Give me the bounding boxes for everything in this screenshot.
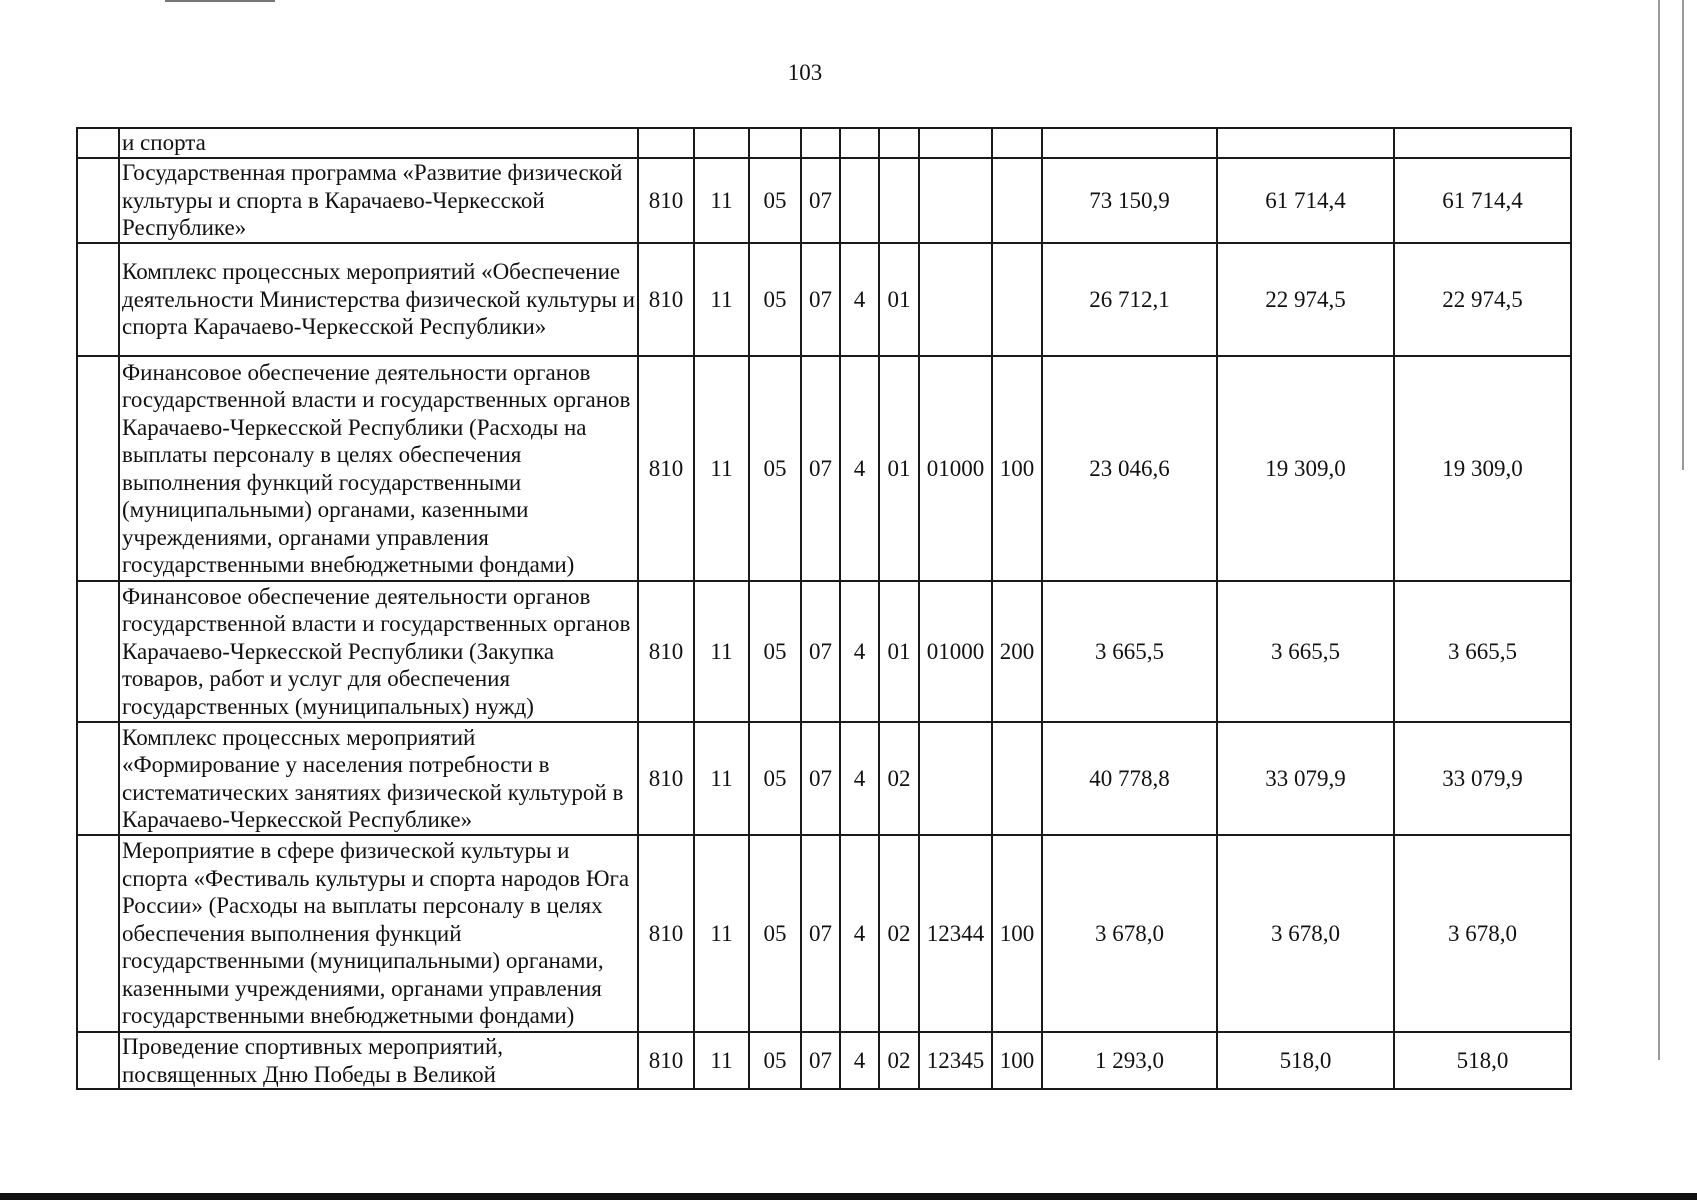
sum-year-3: 61 714,4 (1394, 158, 1571, 243)
ministry-code: 810 (638, 1032, 694, 1089)
ministry-code: 810 (638, 356, 694, 581)
program-code: 07 (801, 581, 840, 722)
scan-bottom-border (0, 1193, 1697, 1200)
sum-year-1: 26 712,1 (1042, 243, 1217, 356)
type-code (840, 128, 879, 158)
row-number-cell (77, 356, 119, 581)
row-name: Государственная программа «Развитие физической культуры и спорта в Карачаево-Черкесской Республике» (119, 158, 638, 243)
subsection-code: 05 (749, 1032, 801, 1089)
program-code: 07 (801, 158, 840, 243)
direction-code (919, 722, 992, 835)
sum-year-1: 3 665,5 (1042, 581, 1217, 722)
scan-edge-line (1658, 0, 1660, 1060)
ministry-code: 810 (638, 581, 694, 722)
row-name: Проведение спортивных мероприятий, посвященных Дню Победы в Великой (119, 1032, 638, 1089)
expense-type-code (992, 158, 1042, 243)
type-code: 4 (840, 835, 879, 1032)
sum-year-1: 40 778,8 (1042, 722, 1217, 835)
table-row (77, 722, 1571, 835)
sum-year-2 (1217, 128, 1394, 158)
sum-year-2: 19 309,0 (1217, 356, 1394, 581)
subsection-code: 05 (749, 835, 801, 1032)
type-code: 4 (840, 1032, 879, 1089)
ministry-code: 810 (638, 835, 694, 1032)
sum-year-2: 3 665,5 (1217, 581, 1394, 722)
expense-type-code (992, 722, 1042, 835)
ministry-code (638, 128, 694, 158)
table-row (77, 1032, 1571, 1089)
type-code: 4 (840, 581, 879, 722)
sum-year-3: 3 678,0 (1394, 835, 1571, 1032)
expense-type-code: 100 (992, 1032, 1042, 1089)
row-number-cell (77, 128, 119, 158)
direction-code: 01000 (919, 356, 992, 581)
section-code: 11 (694, 835, 749, 1032)
type-code: 4 (840, 356, 879, 581)
direction-code: 01000 (919, 581, 992, 722)
subsection-code: 05 (749, 722, 801, 835)
sum-year-2: 3 678,0 (1217, 835, 1394, 1032)
direction-code: 12345 (919, 1032, 992, 1089)
sum-year-1: 73 150,9 (1042, 158, 1217, 243)
row-number-cell (77, 243, 119, 356)
table-row (77, 243, 1571, 356)
table-row (77, 158, 1571, 243)
scan-artifact-top (165, 0, 275, 2)
scan-edge-line (1682, 0, 1684, 470)
sum-year-2: 518,0 (1217, 1032, 1394, 1089)
direction-code: 12344 (919, 835, 992, 1032)
row-number-cell (77, 1032, 119, 1089)
type-code (840, 158, 879, 243)
subsection-code: 05 (749, 356, 801, 581)
subsection-code: 05 (749, 581, 801, 722)
expense-type-code: 200 (992, 581, 1042, 722)
table-row (77, 835, 1571, 1032)
row-number-cell (77, 158, 119, 243)
section-code: 11 (694, 158, 749, 243)
budget-table (76, 127, 1572, 1090)
subsection-code (749, 128, 801, 158)
table-row (77, 128, 1571, 158)
program-code: 07 (801, 1032, 840, 1089)
row-name: Комплекс процессных мероприятий «Формирование у населения потребности в систематических занятиях физической культурой в Карачаево-Черкесской Республике» (119, 722, 638, 835)
element-code: 01 (879, 581, 919, 722)
element-code: 02 (879, 1032, 919, 1089)
element-code: 02 (879, 835, 919, 1032)
row-name: Комплекс процессных мероприятий «Обеспечение деятельности Министерства физической культуры и спорта Карачаево-Черкесской Республики» (119, 243, 638, 356)
expense-type-code: 100 (992, 356, 1042, 581)
program-code: 07 (801, 356, 840, 581)
row-name: Финансовое обеспечение деятельности органов государственной власти и государственных органов Карачаево-Черкесской Республики (Расходы на выплаты персоналу в целях обеспечения выполнения функций государственными (муниципальными) органами, казенными учреждениями, органами управления государственными внебюджетными фондами) (119, 356, 638, 581)
sum-year-1: 1 293,0 (1042, 1032, 1217, 1089)
table-row (77, 581, 1571, 722)
sum-year-3: 3 665,5 (1394, 581, 1571, 722)
sum-year-3: 22 974,5 (1394, 243, 1571, 356)
table-row (77, 356, 1571, 581)
row-number-cell (77, 581, 119, 722)
row-name: Мероприятие в сфере физической культуры и спорта «Фестиваль культуры и спорта народов Юга России» (Расходы на выплаты персоналу в целях обеспечения выполнения функций государственными (муниципальными) органами, казенными учреждениями, органами управления государственными внебюджетными фондами) (119, 835, 638, 1032)
expense-type-code: 100 (992, 835, 1042, 1032)
section-code: 11 (694, 1032, 749, 1089)
ministry-code: 810 (638, 722, 694, 835)
expense-type-code (992, 128, 1042, 158)
section-code: 11 (694, 243, 749, 356)
sum-year-1: 3 678,0 (1042, 835, 1217, 1032)
sum-year-2: 22 974,5 (1217, 243, 1394, 356)
program-code: 07 (801, 722, 840, 835)
section-code: 11 (694, 722, 749, 835)
ministry-code: 810 (638, 158, 694, 243)
sum-year-1: 23 046,6 (1042, 356, 1217, 581)
ministry-code: 810 (638, 243, 694, 356)
sum-year-2: 33 079,9 (1217, 722, 1394, 835)
section-code: 11 (694, 581, 749, 722)
sum-year-3: 518,0 (1394, 1032, 1571, 1089)
subsection-code: 05 (749, 158, 801, 243)
sum-year-1 (1042, 128, 1217, 158)
section-code: 11 (694, 356, 749, 581)
expense-type-code (992, 243, 1042, 356)
section-code (694, 128, 749, 158)
subsection-code: 05 (749, 243, 801, 356)
row-number-cell (77, 835, 119, 1032)
sum-year-3: 33 079,9 (1394, 722, 1571, 835)
type-code: 4 (840, 722, 879, 835)
element-code (879, 128, 919, 158)
row-name: Финансовое обеспечение деятельности органов государственной власти и государственных органов Карачаево-Черкесской Республики (Закупка товаров, работ и услуг для обеспечения государственных (муниципальных) нужд) (119, 581, 638, 722)
direction-code (919, 243, 992, 356)
direction-code (919, 158, 992, 243)
program-code (801, 128, 840, 158)
element-code: 01 (879, 243, 919, 356)
sum-year-3 (1394, 128, 1571, 158)
element-code: 02 (879, 722, 919, 835)
element-code: 01 (879, 356, 919, 581)
program-code: 07 (801, 835, 840, 1032)
type-code: 4 (840, 243, 879, 356)
direction-code (919, 128, 992, 158)
sum-year-2: 61 714,4 (1217, 158, 1394, 243)
row-number-cell (77, 722, 119, 835)
element-code (879, 158, 919, 243)
row-name: и спорта (119, 128, 638, 158)
sum-year-3: 19 309,0 (1394, 356, 1571, 581)
page-number: 103 (787, 60, 823, 85)
program-code: 07 (801, 243, 840, 356)
